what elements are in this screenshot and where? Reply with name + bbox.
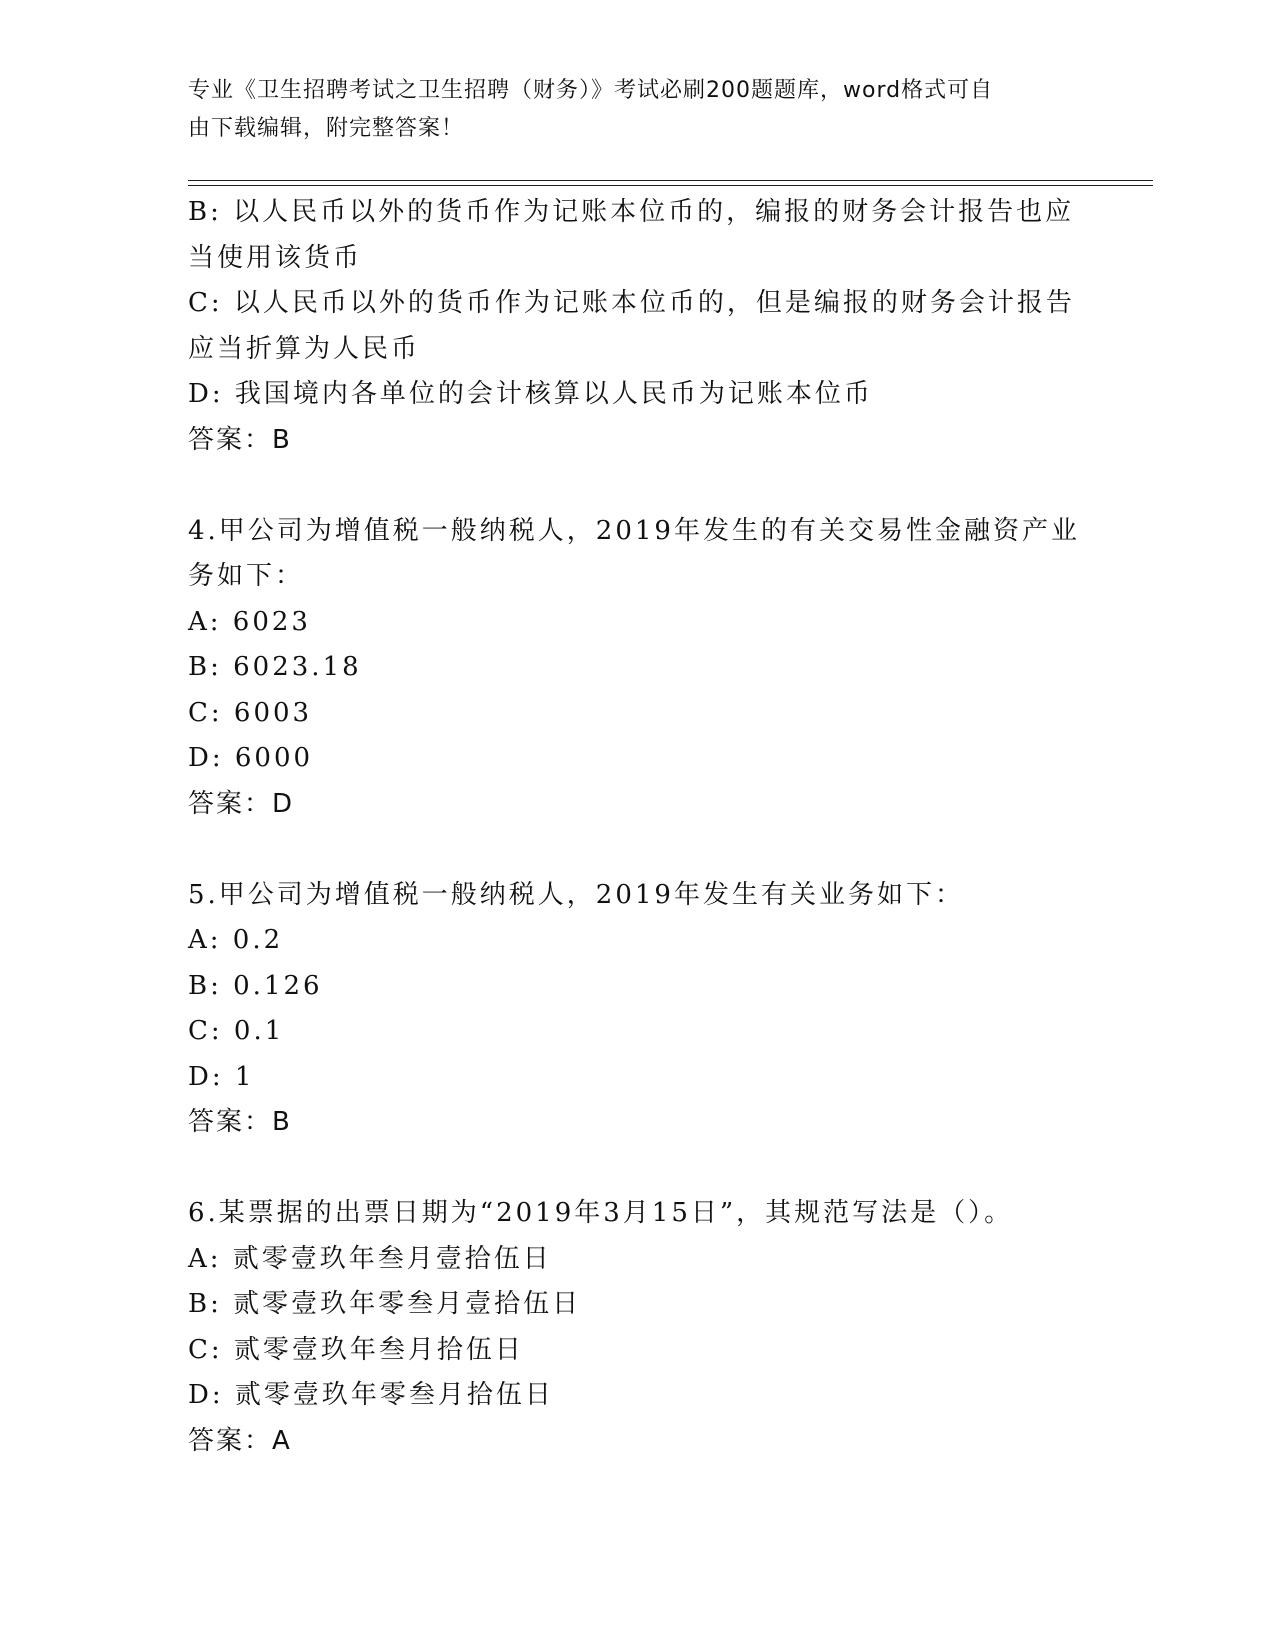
header-divider-top [188,180,1153,181]
q6-option-c: C: 贰零壹玖年叁月拾伍日 [188,1334,524,1365]
q4-stem-line-1: 4.甲公司为增值税一般纳税人，2019年发生的有关交易性金融资产业 [188,515,1080,546]
q4-answer: 答案：D [188,788,295,819]
question-3-block [188,190,1088,463]
q6-stem: 6.某票据的出票日期为“2019年3月15日”，其规范写法是（）。 [188,1198,1014,1228]
q3-option-c-line-2: 应当折算为人民币 [188,333,421,364]
q5-option-d: D: 1 [188,1061,255,1092]
question-4-block [188,509,1088,828]
question-5-block [188,873,1088,1146]
q5-option-b: B: 0.126 [188,970,323,1001]
q4-option-d: D: 6000 [188,743,314,773]
q5-option-a: A: 0.2 [188,925,284,955]
q4-option-b: B: 6023.18 [188,652,362,682]
spacer [188,827,1088,873]
document-header [188,72,1068,148]
q6-option-a: A: 贰零壹玖年叁月壹拾伍日 [188,1243,552,1274]
q3-option-d: D: 我国境内各单位的会计核算以人民币为记账本位币 [188,379,873,409]
q4-stem-line-2: 务如下： [188,561,305,591]
header-divider-bottom [188,185,1153,186]
q6-option-d: D: 贰零壹玖年零叁月拾伍日 [188,1380,554,1410]
question-6-block [188,1191,1088,1464]
q3-option-b-line-2: 当使用该货币 [188,242,363,273]
spacer [188,463,1088,509]
header-title-line-1: 专业《卫生招聘考试之卫生招聘（财务）》考试必刷200题题库，word格式可自 [188,78,994,103]
q3-option-c-line-1: C: 以人民币以外的货币作为记账本位币的，但是编报的财务会计报告 [188,288,1075,318]
q6-answer: 答案：A [188,1425,292,1456]
header-title-line-2: 由下载编辑，附完整答案！ [188,116,465,141]
q5-option-c: C: 0.1 [188,1016,285,1046]
q6-option-b: B: 贰零壹玖年零叁月壹拾伍日 [188,1289,582,1319]
q5-stem: 5.甲公司为增值税一般纳税人，2019年发生有关业务如下： [188,879,964,910]
q3-option-b-line-1: B: 以人民币以外的货币作为记账本位币的，编报的财务会计报告也应 [188,197,1075,227]
question-list [188,190,1088,1464]
q3-answer: 答案：B [188,424,292,455]
q4-option-c: C: 6003 [188,697,313,728]
spacer [188,1146,1088,1192]
q4-option-a: A: 6023 [188,606,311,637]
q5-answer: 答案：B [188,1107,292,1137]
